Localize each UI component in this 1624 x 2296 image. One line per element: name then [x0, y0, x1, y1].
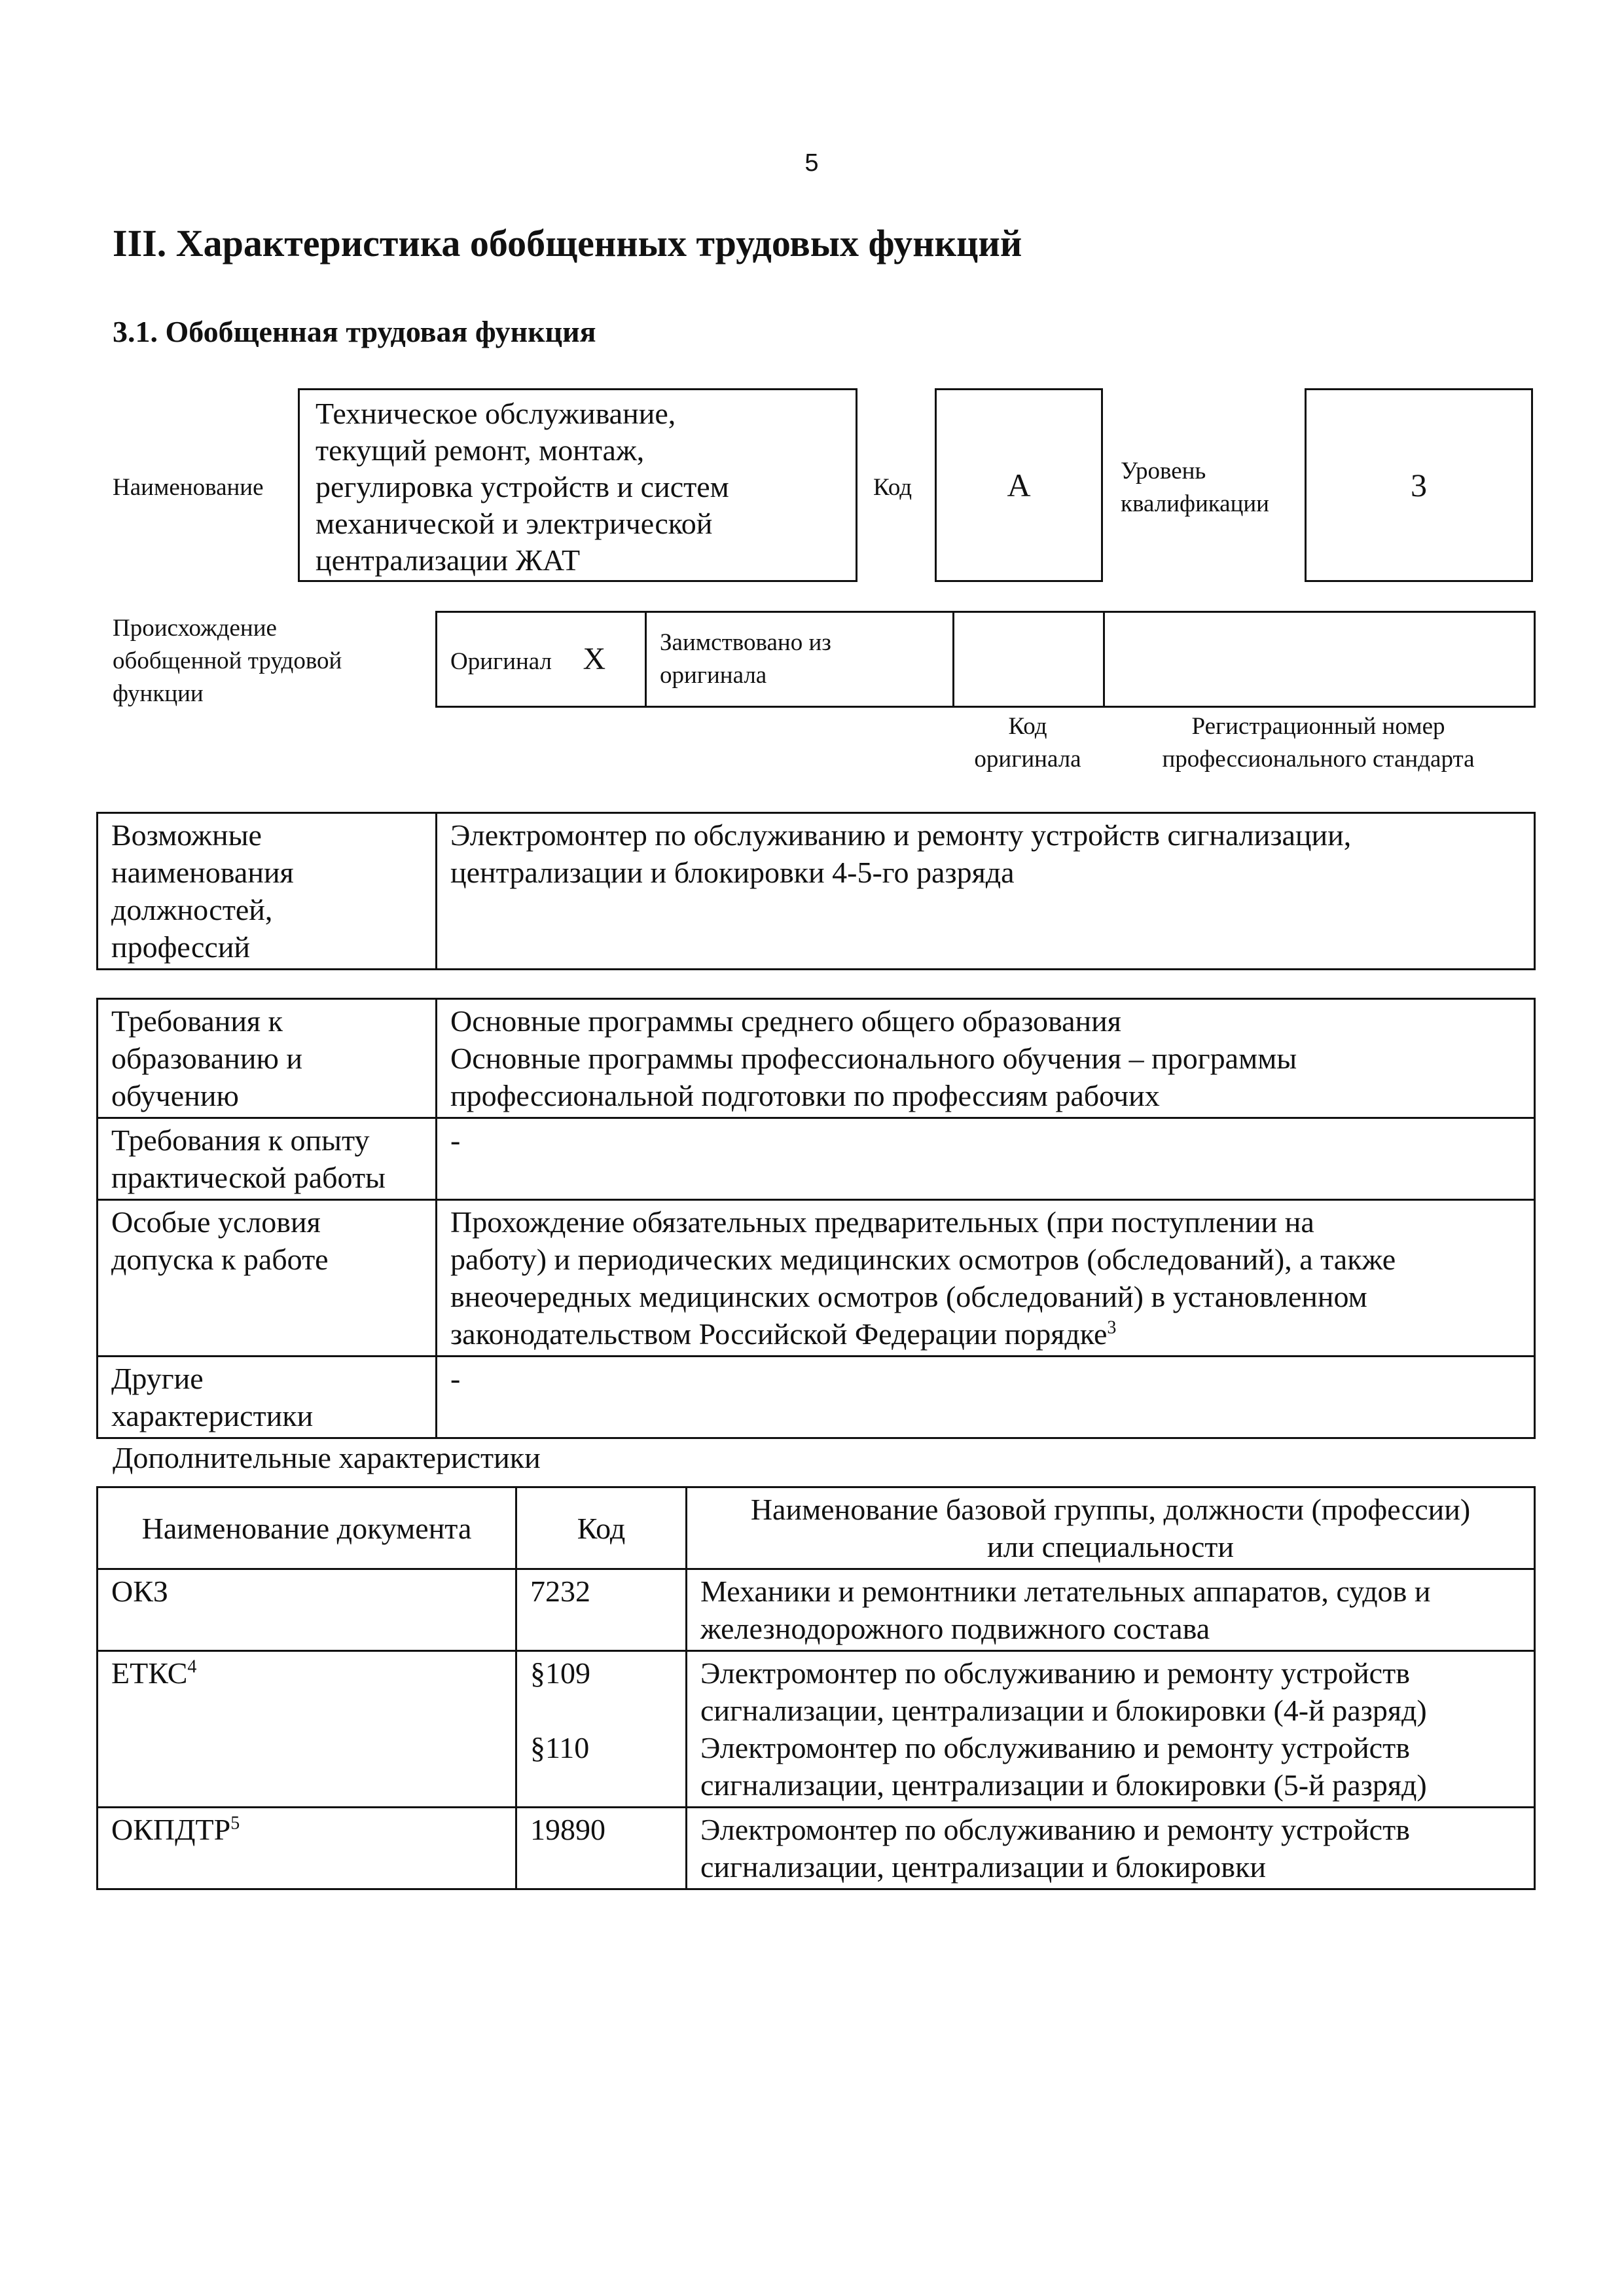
row-doc [98, 1569, 516, 1651]
row-name [687, 1651, 1535, 1808]
borrowed-label-line: Заимствовано из [660, 629, 831, 656]
original-mark: X [583, 642, 606, 676]
code-label: Код [873, 474, 912, 501]
origin-label-line: функции [113, 680, 204, 707]
requirement-label-line: Особые условия [111, 1205, 321, 1239]
section-title: III. Характеристика обобщенных трудовых функций [113, 222, 1022, 264]
positions-label-line: Возможные [111, 818, 262, 852]
level-label-line: квалификации [1121, 490, 1269, 517]
requirement-value-line: - [450, 1362, 461, 1395]
requirement-value-line: работу) и периодических медицинских осмотров (обследований), а также [450, 1243, 1396, 1276]
code-box [935, 388, 1103, 582]
footnote-marker: 3 [1107, 1317, 1117, 1338]
footnote-marker: 4 [187, 1656, 197, 1677]
row-name-line: сигнализации, централизации и блокировки (5-й разряд) [700, 1768, 1427, 1802]
origin-label-line: обобщенной трудовой [113, 647, 342, 674]
requirement-row [98, 999, 1535, 1118]
additional-row [98, 1569, 1535, 1651]
header-doc: Наименование документа [98, 1487, 516, 1569]
header-name-line: или специальности [986, 1530, 1235, 1563]
subsection-title: 3.1. Обобщенная трудовая функция [113, 315, 596, 348]
requirement-value-line: - [450, 1123, 461, 1157]
level-value: 3 [1411, 467, 1427, 503]
requirement-label-line: образованию и [111, 1042, 302, 1075]
code-caption-line: Код [1008, 713, 1047, 740]
origin-label [113, 612, 342, 710]
positions-value-line: централизации и блокировки 4-5-го разряда [450, 856, 1015, 889]
requirement-value-cell [437, 1357, 1535, 1438]
positions-label-line: наименования [111, 856, 294, 889]
origin-label-line: Происхождение [113, 615, 277, 642]
row-code [516, 1569, 687, 1651]
positions-value-line: Электромонтер по обслуживанию и ремонту устройств сигнализации, [450, 818, 1352, 852]
header-name [687, 1487, 1535, 1569]
row-doc [98, 1651, 516, 1808]
requirement-label-line: практической работы [111, 1161, 386, 1194]
requirement-label-line: обучению [111, 1079, 239, 1112]
row-name-line: сигнализации, централизации и блокировки (4-й разряд) [700, 1694, 1427, 1727]
name-label: Наименование [113, 474, 264, 501]
additional-row [98, 1808, 1535, 1889]
row-doc-text: ЕТКС [111, 1656, 188, 1690]
requirement-label-line: Другие [111, 1362, 204, 1395]
origin-table [435, 611, 1536, 708]
positions-value-cell [437, 813, 1535, 970]
requirement-label-line: Требования к [111, 1004, 283, 1038]
row-code-text: 7232 [530, 1575, 590, 1608]
page-number: 5 [804, 149, 819, 177]
row-doc-text: ОКЗ [111, 1575, 168, 1608]
requirement-value-line: Основные программы среднего общего образования [450, 1004, 1121, 1038]
requirement-value-cell [437, 1200, 1535, 1357]
row-code [516, 1808, 687, 1889]
row-code-text: 19890 [530, 1813, 605, 1846]
function-name-line: регулировка устройств и систем [316, 470, 729, 503]
code-caption [952, 710, 1103, 776]
registration-caption-line: профессионального стандарта [1162, 746, 1475, 773]
row-doc [98, 1808, 516, 1889]
row-doc-text: ОКПДТР [111, 1813, 231, 1846]
row-name [687, 1569, 1535, 1651]
original-cell [437, 612, 646, 707]
requirement-value-line: профессиональной подготовки по профессиям рабочих [450, 1079, 1160, 1112]
positions-table [96, 812, 1536, 970]
function-name-box [298, 388, 857, 582]
requirement-label-line: характеристики [111, 1399, 314, 1432]
requirement-label-cell [98, 1357, 437, 1438]
row-name-line: Электромонтер по обслуживанию и ремонту устройств [700, 1813, 1410, 1846]
requirement-value-text: законодательством Российской Федерации порядке [450, 1317, 1108, 1351]
additional-row [98, 1651, 1535, 1808]
additional-title: Дополнительные характеристики [113, 1441, 541, 1474]
requirement-row [98, 1200, 1535, 1357]
row-name-line: Механики и ремонтники летательных аппаратов, судов и [700, 1575, 1431, 1608]
header-code: Код [516, 1487, 687, 1569]
positions-label-line: должностей, [111, 893, 273, 926]
row-code-text: §109 [530, 1656, 590, 1690]
requirement-label-cell [98, 1118, 437, 1200]
requirement-value-line: Прохождение обязательных предварительных (при поступлении на [450, 1205, 1314, 1239]
code-value: А [1007, 467, 1031, 503]
positions-label-cell [98, 813, 437, 970]
requirement-value-line: внеочередных медицинских осмотров (обследований) в установленном [450, 1280, 1367, 1313]
row-name-line: сигнализации, централизации и блокировки [700, 1850, 1266, 1884]
requirement-label-line: Требования к опыту [111, 1123, 370, 1157]
function-name-line: централизации ЖАТ [316, 543, 581, 577]
requirements-table [96, 998, 1536, 1439]
level-label-line: Уровень [1121, 458, 1206, 484]
level-label [1121, 455, 1269, 520]
header-name-line: Наименование базовой группы, должности (профессии) [750, 1493, 1471, 1526]
row-code-text: §110 [530, 1731, 590, 1764]
positions-label-line: профессий [111, 930, 251, 964]
requirement-label-cell [98, 999, 437, 1118]
original-label: Оригинал [450, 648, 552, 675]
requirement-label-line: допуска к работе [111, 1243, 329, 1276]
registration-number-cell [1104, 612, 1535, 707]
additional-table [96, 1486, 1536, 1890]
borrowed-cell [646, 612, 954, 707]
footnote-marker: 5 [230, 1813, 240, 1834]
function-name-line: текущий ремонт, монтаж, [316, 433, 645, 467]
registration-caption [1103, 710, 1534, 776]
requirement-label-cell [98, 1200, 437, 1357]
code-caption-line: оригинала [974, 746, 1081, 773]
level-box [1305, 388, 1533, 582]
function-name-line: механической и электрической [316, 507, 713, 540]
borrowed-label-line: оригинала [660, 662, 767, 689]
requirement-row [98, 1118, 1535, 1200]
requirement-value-cell [437, 999, 1535, 1118]
row-name-line: Электромонтер по обслуживанию и ремонту устройств [700, 1731, 1410, 1764]
row-name-line: Электромонтер по обслуживанию и ремонту устройств [700, 1656, 1410, 1690]
requirement-row [98, 1357, 1535, 1438]
requirement-value-line: Основные программы профессионального обучения – программы [450, 1042, 1297, 1075]
requirement-value-cell [437, 1118, 1535, 1200]
additional-header-row [98, 1487, 1535, 1569]
registration-caption-line: Регистрационный номер [1191, 713, 1445, 740]
row-name [687, 1808, 1535, 1889]
function-name-line: Техническое обслуживание, [316, 397, 676, 430]
requirement-value-line [450, 1315, 1521, 1353]
original-code-cell [954, 612, 1104, 707]
row-name-line: железнодорожного подвижного состава [700, 1612, 1210, 1645]
row-code [516, 1651, 687, 1808]
